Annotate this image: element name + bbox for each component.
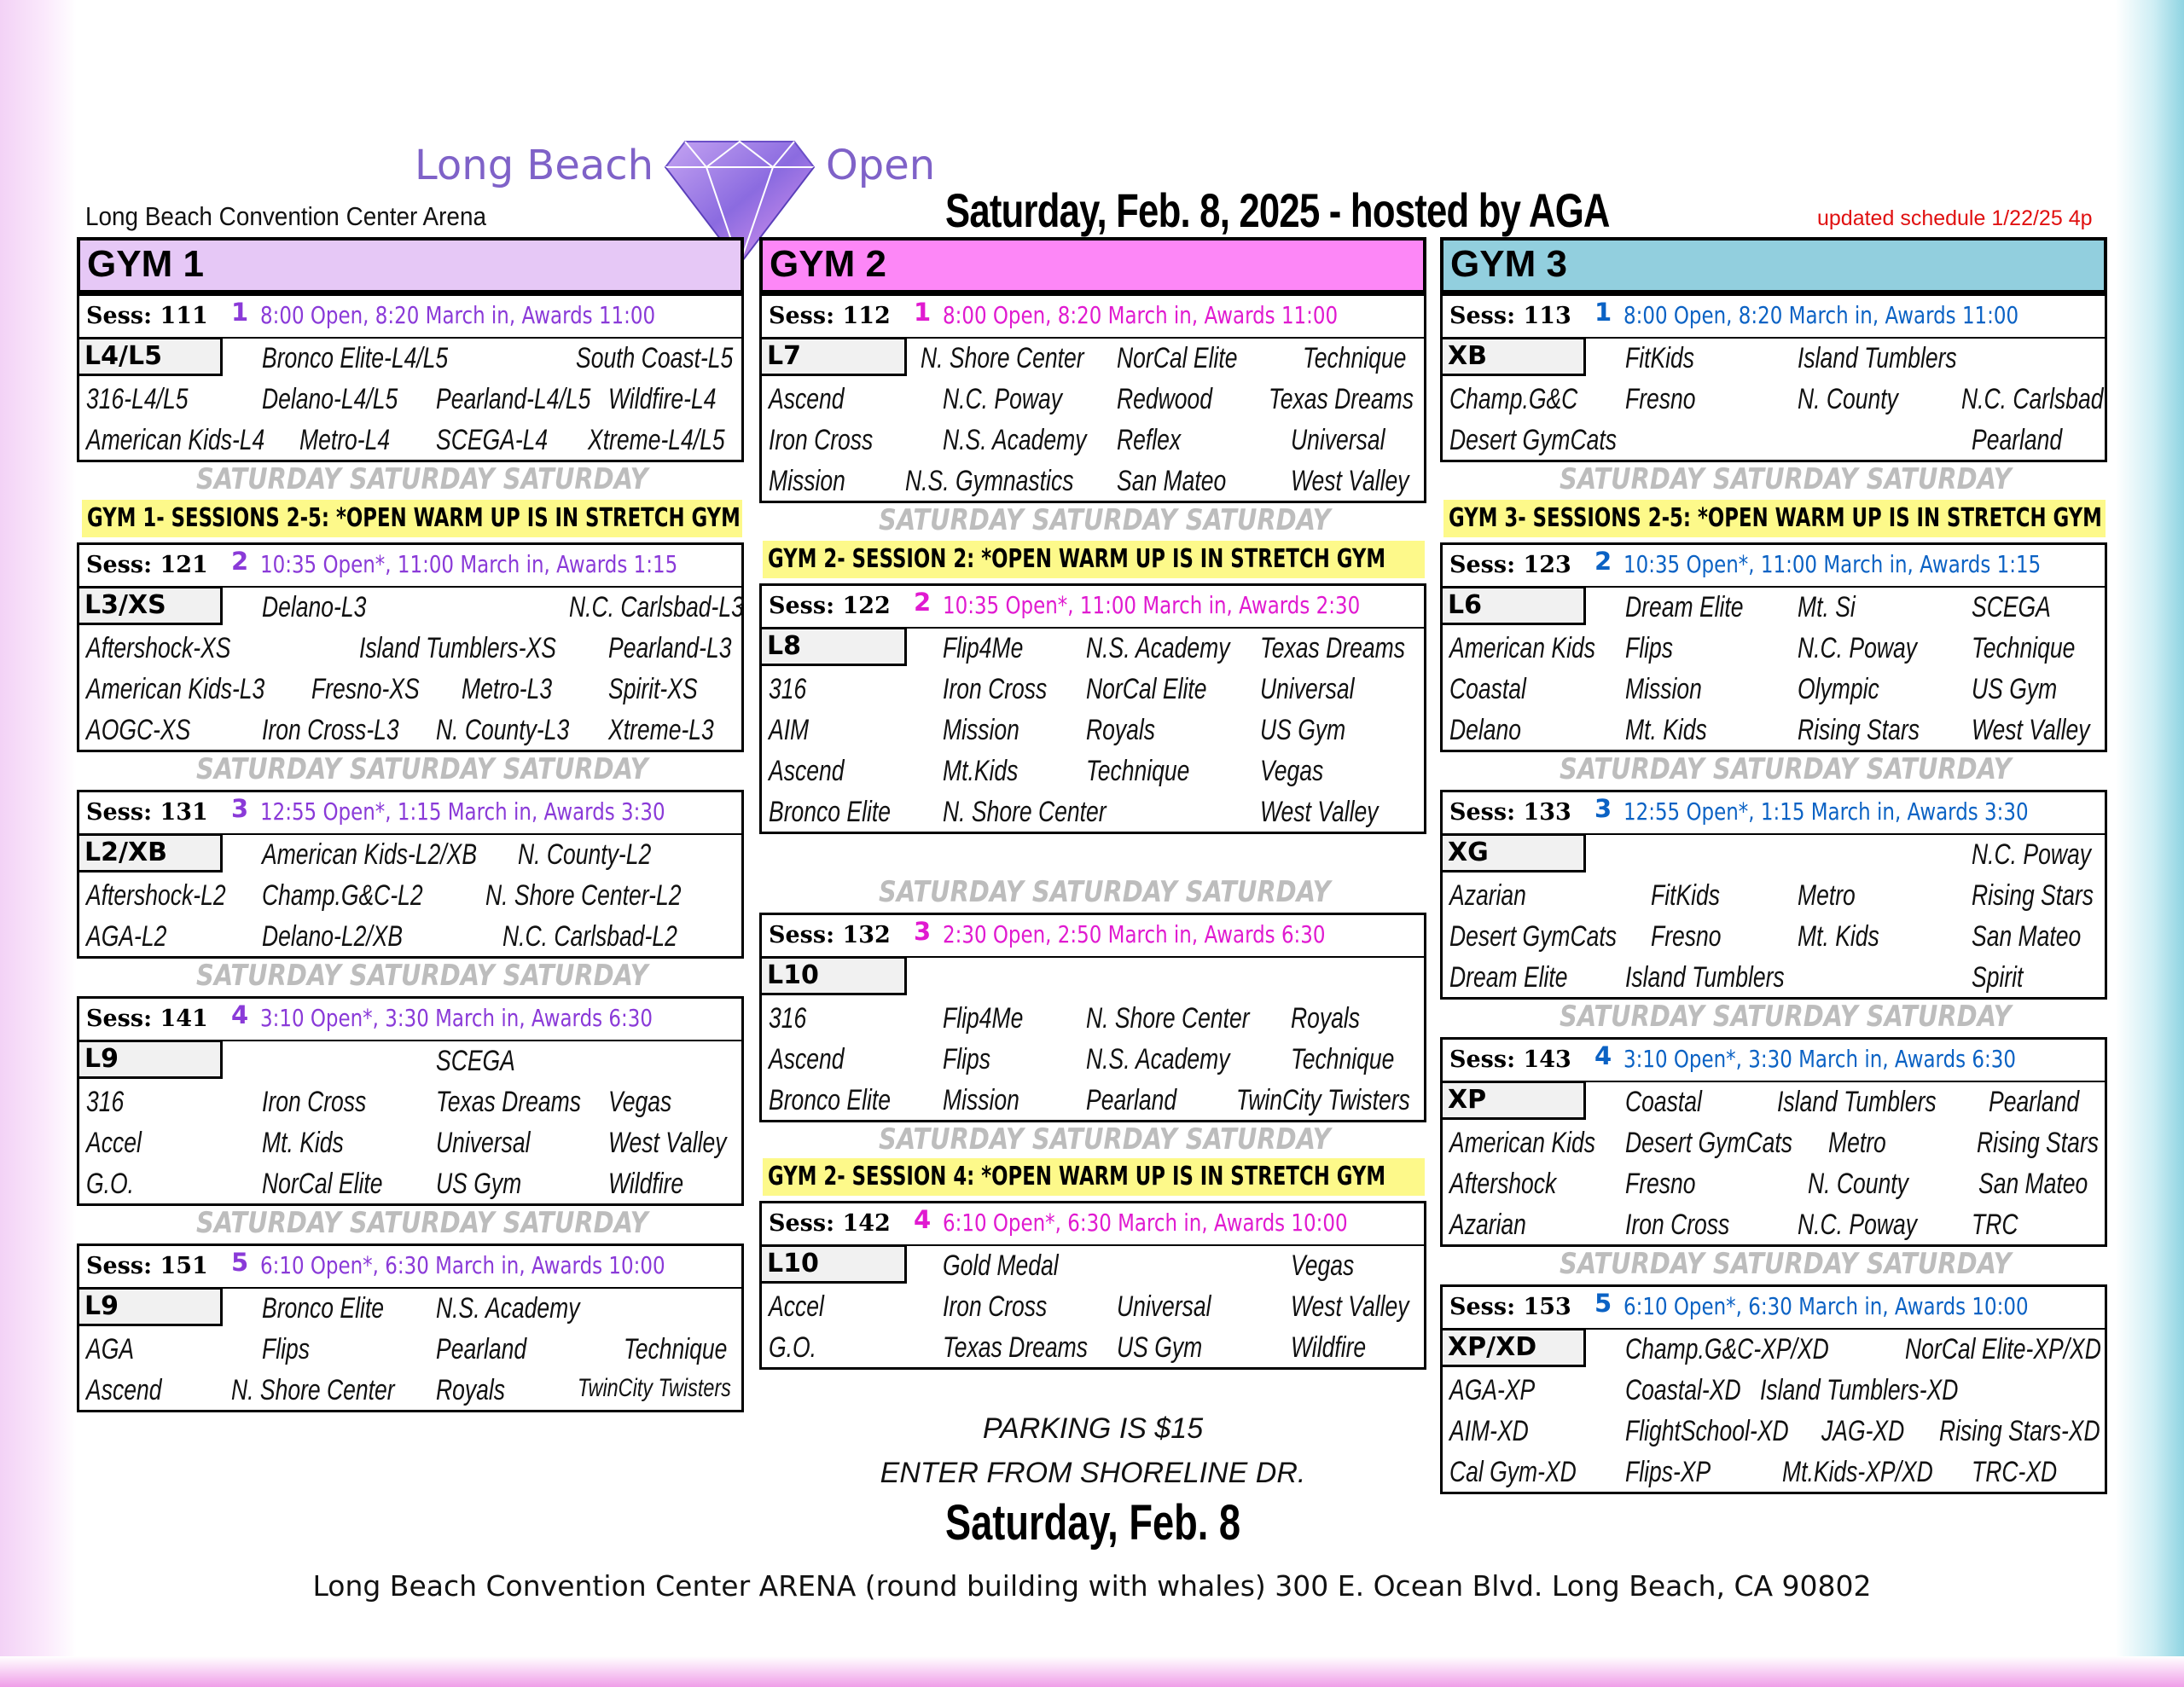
session-123 xyxy=(1440,542,2107,752)
team-cell: Rising Stars xyxy=(1798,714,1920,746)
team-cell: N.C. Carlsbad-L2 xyxy=(502,920,677,953)
session-label: Sess: 121 xyxy=(86,552,208,578)
team-cell: N.C. Poway xyxy=(1798,632,1918,664)
team-cell: Bronco Elite xyxy=(769,1084,891,1116)
team-cell: Universal xyxy=(1291,424,1385,456)
session-label: Sess: 143 xyxy=(1449,1046,1571,1073)
team-cell: N.S. Gymnastics xyxy=(905,465,1074,497)
team-cell: Coastal-XD xyxy=(1625,1374,1741,1406)
team-cell: West Valley xyxy=(1291,1290,1409,1323)
session-time: 10:35 Open*, 11:00 March in, Awards 1:15 xyxy=(1623,550,2042,578)
team-cell: NorCal Elite xyxy=(262,1168,383,1200)
team-cell: Metro xyxy=(1828,1127,1886,1159)
session-label: Sess: 131 xyxy=(86,799,208,826)
team-cell: US Gym xyxy=(1117,1331,1203,1364)
team-cell: Metro-L3 xyxy=(462,673,553,705)
session-time: 10:35 Open*, 11:00 March in, Awards 2:30 xyxy=(943,591,1361,619)
team-cell: West Valley xyxy=(1972,714,2090,746)
team-cell: Pearland-L3 xyxy=(608,632,732,664)
team-cell: Universal xyxy=(436,1127,531,1159)
team-cell: Desert GymCats xyxy=(1625,1127,1792,1159)
team-cell: Pearland xyxy=(436,1333,527,1365)
team-cell: N. County-L2 xyxy=(518,838,652,871)
team-cell: West Valley xyxy=(608,1127,727,1159)
session-time: 3:10 Open*, 3:30 March in, Awards 6:30 xyxy=(260,1004,653,1032)
session-132 xyxy=(759,913,1426,1122)
team-cell: AGA-XP xyxy=(1449,1374,1536,1406)
warmup-banner-gym3: GYM 3- SESSIONS 2-5: *OPEN WARM UP IS IN STRETCH GYM xyxy=(1443,500,2106,537)
level-badge: XG xyxy=(1443,833,1586,872)
team-cell: Champ.G&C-L2 xyxy=(262,879,423,912)
session-number: 2 xyxy=(231,547,249,576)
team-cell: Wildfire xyxy=(608,1168,684,1200)
team-cell: Iron Cross xyxy=(769,424,874,456)
footer-date: Saturday, Feb. 8 xyxy=(944,1495,1241,1551)
venue-address: Long Beach Convention Center ARENA (round building with whales) 300 E. Ocean Blvd. Long Beach, CA 90802 xyxy=(312,1569,1872,1603)
team-cell: Island Tumblers xyxy=(1625,961,1785,994)
team-cell: Texas Dreams xyxy=(1269,383,1414,415)
team-cell: Delano-L4/L5 xyxy=(262,383,398,415)
session-number: 5 xyxy=(1594,1289,1612,1318)
saturday-separator: SATURDAY SATURDAY SATURDAY xyxy=(879,503,1331,537)
team-cell: Pearland xyxy=(1086,1084,1177,1116)
team-cell: N.C. Carlsbad-L3 xyxy=(569,591,744,623)
team-cell: American Kids-L3 xyxy=(86,673,265,705)
session-time: 6:10 Open*, 6:30 March in, Awards 10:00 xyxy=(1623,1292,2029,1320)
team-cell: Accel xyxy=(769,1290,824,1323)
session-122 xyxy=(759,583,1426,834)
entrance-note: ENTER FROM SHORELINE DR. xyxy=(880,1457,1306,1489)
team-cell: Cal Gym-XD xyxy=(1449,1456,1577,1488)
session-number: 5 xyxy=(231,1248,249,1277)
team-cell: Mission xyxy=(943,1084,1019,1116)
team-cell: Bronco Elite xyxy=(262,1292,384,1325)
team-cell: Rising Stars xyxy=(1977,1127,2099,1159)
session-number: 3 xyxy=(1594,794,1612,823)
team-cell: SCEGA xyxy=(436,1045,515,1077)
team-cell: JAG-XD xyxy=(1821,1415,1905,1447)
gym-2-header: GYM 2 xyxy=(759,237,1426,293)
team-cell: Island Tumblers-XS xyxy=(359,632,556,664)
team-cell: Universal xyxy=(1260,673,1355,705)
team-cell: SCEGA-L4 xyxy=(436,424,549,456)
session-time: 6:10 Open*, 6:30 March in, Awards 10:00 xyxy=(260,1251,665,1279)
team-cell: Spirit-XS xyxy=(608,673,698,705)
session-number: 4 xyxy=(231,1000,249,1029)
team-cell: SCEGA xyxy=(1972,591,2051,623)
saturday-separator: SATURDAY SATURDAY SATURDAY xyxy=(879,875,1331,909)
team-cell: G.O. xyxy=(769,1331,817,1364)
team-cell: N. Shore Center xyxy=(943,796,1107,828)
saturday-separator: SATURDAY SATURDAY SATURDAY xyxy=(1560,1000,2012,1034)
team-cell: G.O. xyxy=(86,1168,135,1200)
session-153 xyxy=(1440,1284,2107,1494)
team-cell: N. Shore Center-L2 xyxy=(485,879,682,912)
team-cell: FitKids xyxy=(1625,342,1695,374)
team-cell: 316-L4/L5 xyxy=(86,383,189,415)
team-cell: FlightSchool-XD xyxy=(1625,1415,1789,1447)
team-cell: Fresno xyxy=(1625,383,1696,415)
team-cell: Flips xyxy=(262,1333,311,1365)
level-badge: L9 xyxy=(79,1040,223,1079)
saturday-separator: SATURDAY SATURDAY SATURDAY xyxy=(196,959,648,993)
saturday-separator: SATURDAY SATURDAY SATURDAY xyxy=(879,1122,1331,1157)
session-number: 2 xyxy=(1594,547,1612,576)
team-cell: Aftershock xyxy=(1449,1168,1557,1200)
team-cell: Ascend xyxy=(86,1374,162,1406)
team-cell: Royals xyxy=(1086,714,1156,746)
team-cell: Texas Dreams xyxy=(943,1331,1088,1364)
parking-note: PARKING IS $15 xyxy=(982,1412,1204,1445)
session-143 xyxy=(1440,1037,2107,1247)
session-112 xyxy=(759,293,1426,503)
team-cell: Technique xyxy=(1086,755,1190,787)
saturday-separator: SATURDAY SATURDAY SATURDAY xyxy=(1560,752,2012,786)
session-label: Sess: 113 xyxy=(1449,303,1571,329)
team-cell: Desert GymCats xyxy=(1449,424,1617,456)
level-badge: XB xyxy=(1443,337,1586,376)
team-cell: Xtreme-L3 xyxy=(608,714,714,746)
team-cell: American Kids-L2/XB xyxy=(262,838,478,871)
team-cell: AIM xyxy=(769,714,810,746)
team-cell: San Mateo xyxy=(1972,920,2082,953)
page-title: Saturday, Feb. 8, 2025 - hosted by AGA xyxy=(945,183,1610,237)
session-label: Sess: 133 xyxy=(1449,799,1571,826)
team-cell: Bronco Elite xyxy=(769,796,891,828)
session-label: Sess: 142 xyxy=(769,1210,891,1237)
session-number: 4 xyxy=(914,1205,932,1234)
team-cell: Vegas xyxy=(1260,755,1324,787)
session-time: 8:00 Open, 8:20 March in, Awards 11:00 xyxy=(943,301,1339,329)
logo-text-left: Long Beach xyxy=(415,142,654,189)
team-cell: San Mateo xyxy=(1117,465,1227,497)
session-151 xyxy=(77,1244,744,1412)
team-cell: US Gym xyxy=(1260,714,1346,746)
team-cell: Fresno xyxy=(1651,920,1722,953)
team-cell: Dream Elite xyxy=(1625,591,1744,623)
team-cell: Island Tumblers xyxy=(1777,1086,1937,1118)
team-cell: Universal xyxy=(1117,1290,1211,1323)
venue-name: Long Beach Convention Center Arena xyxy=(85,201,486,231)
team-cell: American Kids xyxy=(1449,1127,1595,1159)
team-cell: Champ.G&C xyxy=(1449,383,1578,415)
team-cell: Delano-L2/XB xyxy=(262,920,404,953)
session-142 xyxy=(759,1201,1426,1370)
team-cell: Mission xyxy=(769,465,845,497)
team-cell: American Kids-L4 xyxy=(86,424,265,456)
team-cell: Xtreme-L4/L5 xyxy=(588,424,725,456)
team-cell: N. County xyxy=(1808,1168,1908,1200)
session-label: Sess: 141 xyxy=(86,1006,208,1032)
session-141 xyxy=(77,996,744,1206)
team-cell: FitKids xyxy=(1651,879,1721,912)
team-cell: N.C. Poway xyxy=(1972,838,2092,871)
team-cell: Texas Dreams xyxy=(1260,632,1405,664)
team-cell: South Coast-L5 xyxy=(576,342,734,374)
team-cell: Pearland-L4/L5 xyxy=(436,383,591,415)
team-cell: 316 xyxy=(769,673,807,705)
level-badge: L8 xyxy=(762,627,907,666)
team-cell: N. Shore Center xyxy=(231,1374,395,1406)
team-cell: San Mateo xyxy=(1978,1168,2088,1200)
session-number: 1 xyxy=(231,298,249,327)
team-cell: 316 xyxy=(86,1086,125,1118)
session-label: Sess: 111 xyxy=(86,303,208,329)
level-badge: XP xyxy=(1443,1081,1586,1120)
team-cell: Fresno xyxy=(1625,1168,1696,1200)
team-cell: N. County-L3 xyxy=(436,714,570,746)
team-cell: Reflex xyxy=(1117,424,1182,456)
level-badge: L9 xyxy=(79,1287,223,1326)
team-cell: Vegas xyxy=(1291,1249,1355,1282)
team-cell: Wildfire xyxy=(1291,1331,1367,1364)
team-cell: Olympic xyxy=(1798,673,1879,705)
team-cell: Iron Cross-L3 xyxy=(262,714,399,746)
team-cell: Mt.Kids-XP/XD xyxy=(1782,1456,1933,1488)
level-badge: L10 xyxy=(762,1244,907,1284)
team-cell: NorCal Elite xyxy=(1117,342,1238,374)
team-cell: Ascend xyxy=(769,383,845,415)
session-label: Sess: 132 xyxy=(769,922,891,948)
team-cell: Mt. Kids xyxy=(1625,714,1707,746)
team-cell: Flips-XP xyxy=(1625,1456,1711,1488)
team-cell: Rising Stars-XD xyxy=(1939,1415,2100,1447)
team-cell: N. County xyxy=(1798,383,1898,415)
team-cell: TwinCity Twisters xyxy=(578,1374,731,1402)
team-cell: Iron Cross xyxy=(1625,1209,1730,1241)
saturday-separator: SATURDAY SATURDAY SATURDAY xyxy=(1560,462,2012,496)
team-cell: TRC-XD xyxy=(1972,1456,2058,1488)
team-cell: Aftershock-L2 xyxy=(86,879,226,912)
team-cell: TwinCity Twisters xyxy=(1236,1084,1410,1116)
team-cell: Mt. Kids xyxy=(262,1127,344,1159)
session-time: 8:00 Open, 8:20 March in, Awards 11:00 xyxy=(260,301,656,329)
session-time: 3:10 Open*, 3:30 March in, Awards 6:30 xyxy=(1623,1045,2016,1073)
team-cell: Royals xyxy=(1291,1002,1361,1035)
level-badge: L2/XB xyxy=(79,833,223,872)
team-cell: US Gym xyxy=(436,1168,522,1200)
level-badge: XP/XD xyxy=(1443,1328,1586,1367)
team-cell: Pearland xyxy=(1972,424,2063,456)
team-cell: Technique xyxy=(624,1333,728,1365)
team-cell: Ascend xyxy=(769,755,845,787)
updated-note: updated schedule 1/22/25 4p xyxy=(1817,206,2093,230)
level-badge: L6 xyxy=(1443,586,1586,625)
team-cell: Technique xyxy=(1303,342,1407,374)
session-label: Sess: 153 xyxy=(1449,1294,1571,1320)
session-number: 3 xyxy=(914,917,932,946)
team-cell: Royals xyxy=(436,1374,506,1406)
team-cell: Metro-L4 xyxy=(299,424,391,456)
gym-1-header: GYM 1 xyxy=(77,237,744,293)
session-113 xyxy=(1440,293,2107,462)
team-cell: Accel xyxy=(86,1127,142,1159)
team-cell: TRC xyxy=(1972,1209,2018,1241)
saturday-separator: SATURDAY SATURDAY SATURDAY xyxy=(1560,1247,2012,1281)
team-cell: Flips xyxy=(1625,632,1674,664)
team-cell: Texas Dreams xyxy=(436,1086,581,1118)
session-time: 6:10 Open*, 6:30 March in, Awards 10:00 xyxy=(943,1209,1348,1237)
session-time: 12:55 Open*, 1:15 March in, Awards 3:30 xyxy=(1623,797,2029,826)
session-label: Sess: 112 xyxy=(769,303,891,329)
team-cell: Delano xyxy=(1449,714,1522,746)
team-cell: Technique xyxy=(1972,632,2076,664)
team-cell: N. Shore Center xyxy=(1086,1002,1250,1035)
team-cell: US Gym xyxy=(1972,673,2058,705)
team-cell: Redwood xyxy=(1117,383,1213,415)
saturday-separator: SATURDAY SATURDAY SATURDAY xyxy=(196,462,648,496)
team-cell: Mt.Kids xyxy=(943,755,1019,787)
team-cell: Gold Medal xyxy=(943,1249,1059,1282)
team-cell: N.C. Carlsbad xyxy=(1961,383,2104,415)
team-cell: Flip4Me xyxy=(943,1002,1024,1035)
session-number: 4 xyxy=(1594,1041,1612,1070)
team-cell: Island Tumblers-XD xyxy=(1760,1374,1959,1406)
team-cell: West Valley xyxy=(1291,465,1409,497)
session-time: 12:55 Open*, 1:15 March in, Awards 3:30 xyxy=(260,797,665,826)
team-cell: N.S. Academy xyxy=(943,424,1087,456)
level-badge: L10 xyxy=(762,956,907,995)
team-cell: Mt. Si xyxy=(1798,591,1856,623)
team-cell: Desert GymCats xyxy=(1449,920,1617,953)
team-cell: N. Shore Center xyxy=(921,342,1084,374)
session-number: 1 xyxy=(1594,298,1612,327)
warmup-banner-gym2-session4: GYM 2- SESSION 4: *OPEN WARM UP IS IN STRETCH GYM xyxy=(763,1158,1425,1196)
team-cell: AGA-L2 xyxy=(86,920,167,953)
team-cell: Iron Cross xyxy=(943,673,1048,705)
team-cell: Wildfire-L4 xyxy=(608,383,717,415)
team-cell: Ascend xyxy=(769,1043,845,1075)
team-cell: Spirit xyxy=(1972,961,2024,994)
session-number: 3 xyxy=(231,794,249,823)
team-cell: N.S. Academy xyxy=(1086,632,1230,664)
team-cell: Aftershock-XS xyxy=(86,632,231,664)
team-cell: AOGC-XS xyxy=(86,714,191,746)
team-cell: Rising Stars xyxy=(1972,879,2094,912)
gym-3-header: GYM 3 xyxy=(1440,237,2107,293)
team-cell: Iron Cross xyxy=(943,1290,1048,1323)
warmup-banner-gym1: GYM 1- SESSIONS 2-5: *OPEN WARM UP IS IN STRETCH GYM xyxy=(82,500,742,537)
team-cell: Fresno-XS xyxy=(311,673,420,705)
warmup-banner-gym2-session2: GYM 2- SESSION 2: *OPEN WARM UP IS IN STRETCH GYM xyxy=(763,541,1425,578)
team-cell: Mission xyxy=(1625,673,1702,705)
session-133 xyxy=(1440,790,2107,1000)
team-cell: Dream Elite xyxy=(1449,961,1568,994)
team-cell: N.S. Academy xyxy=(436,1292,580,1325)
bottom-gradient-edge xyxy=(0,1656,2184,1687)
right-gradient-edge xyxy=(2116,0,2184,1687)
team-cell: Azarian xyxy=(1449,1209,1526,1241)
team-cell: N.S. Academy xyxy=(1086,1043,1230,1075)
session-number: 1 xyxy=(914,298,932,327)
session-131 xyxy=(77,790,744,959)
session-label: Sess: 122 xyxy=(769,593,891,619)
level-badge: L3/XS xyxy=(79,586,223,625)
session-time: 2:30 Open, 2:50 March in, Awards 6:30 xyxy=(943,920,1326,948)
team-cell: AGA xyxy=(86,1333,135,1365)
team-cell: Metro xyxy=(1798,879,1856,912)
level-badge: L4/L5 xyxy=(79,337,223,376)
team-cell: Bronco Elite-L4/L5 xyxy=(262,342,449,374)
team-cell: Delano-L3 xyxy=(262,591,367,623)
team-cell: Iron Cross xyxy=(262,1086,367,1118)
left-gradient-edge xyxy=(0,0,77,1687)
team-cell: AIM-XD xyxy=(1449,1415,1529,1447)
team-cell: Mission xyxy=(943,714,1019,746)
session-time: 10:35 Open*, 11:00 March in, Awards 1:15 xyxy=(260,550,678,578)
session-121 xyxy=(77,542,744,752)
saturday-separator: SATURDAY SATURDAY SATURDAY xyxy=(196,1206,648,1240)
team-cell: American Kids xyxy=(1449,632,1595,664)
team-cell: N.C. Poway xyxy=(943,383,1063,415)
team-cell: Vegas xyxy=(608,1086,672,1118)
team-cell: Pearland xyxy=(1989,1086,2080,1118)
saturday-separator: SATURDAY SATURDAY SATURDAY xyxy=(196,752,648,786)
session-label: Sess: 123 xyxy=(1449,552,1571,578)
team-cell: Flips xyxy=(943,1043,991,1075)
team-cell: 316 xyxy=(769,1002,807,1035)
session-label: Sess: 151 xyxy=(86,1253,208,1279)
team-cell: Island Tumblers xyxy=(1798,342,1957,374)
team-cell: Mt. Kids xyxy=(1798,920,1879,953)
logo-text-right: Open xyxy=(826,142,936,189)
team-cell: Flip4Me xyxy=(943,632,1024,664)
team-cell: Technique xyxy=(1291,1043,1395,1075)
team-cell: Coastal xyxy=(1449,673,1526,705)
team-cell: West Valley xyxy=(1260,796,1379,828)
session-111 xyxy=(77,293,744,462)
team-cell: NorCal Elite xyxy=(1086,673,1207,705)
level-badge: L7 xyxy=(762,337,907,376)
team-cell: Champ.G&C-XP/XD xyxy=(1625,1333,1829,1365)
team-cell: Azarian xyxy=(1449,879,1526,912)
team-cell: N.C. Poway xyxy=(1798,1209,1918,1241)
session-number: 2 xyxy=(914,588,932,617)
team-cell: NorCal Elite-XP/XD xyxy=(1905,1333,2101,1365)
session-time: 8:00 Open, 8:20 March in, Awards 11:00 xyxy=(1623,301,2019,329)
team-cell: Coastal xyxy=(1625,1086,1702,1118)
